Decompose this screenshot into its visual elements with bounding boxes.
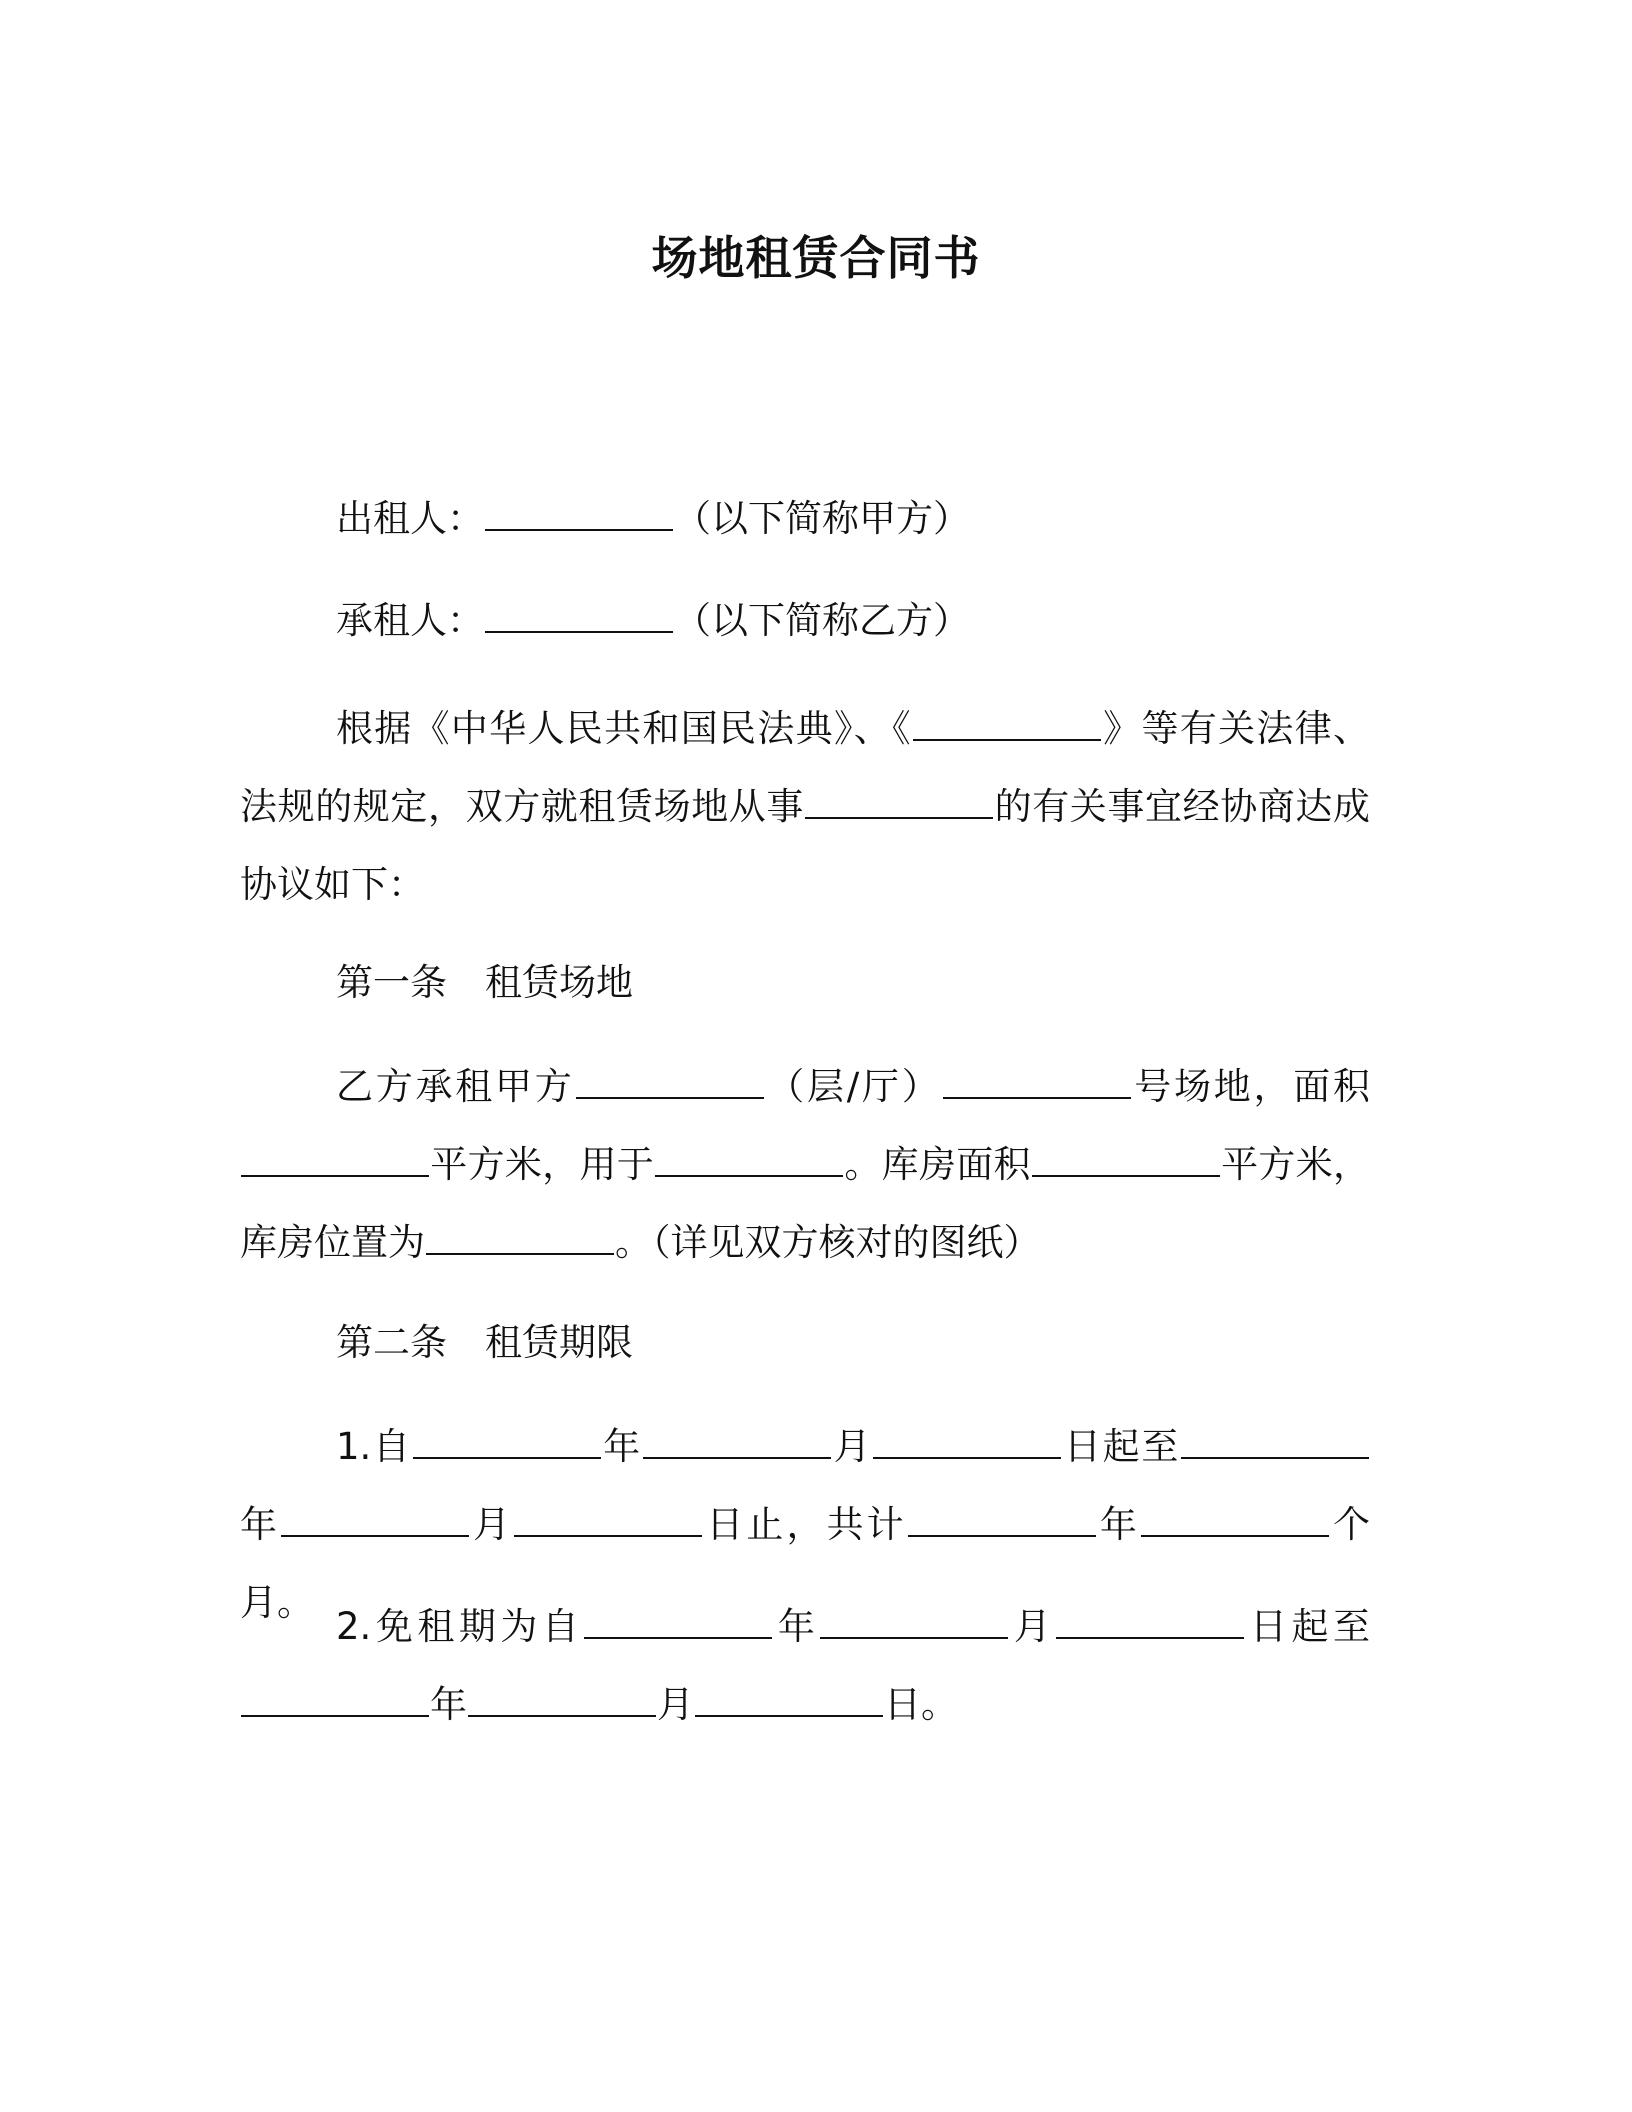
month-label: 月 (657, 1683, 694, 1726)
total-months-blank[interactable] (1141, 1505, 1329, 1537)
article-2-title: 租赁期限 (485, 1321, 633, 1364)
site-number-blank[interactable] (943, 1067, 1131, 1099)
article-2-item-2 (240, 1588, 1370, 1744)
year-label: 年 (430, 1683, 467, 1726)
article-1-text-6: 平方米，库房位置为 (240, 1143, 1371, 1264)
document-title: 场地租赁合同书 (651, 231, 981, 285)
business-blank[interactable] (805, 787, 993, 819)
floor-blank[interactable] (576, 1067, 764, 1099)
year-label: 年 (601, 1425, 642, 1468)
lessor-label: 出租人： (336, 497, 484, 540)
day-end-label: 日。 (884, 1683, 958, 1726)
end-year-blank[interactable] (1181, 1427, 1369, 1459)
free-end-year-blank[interactable] (241, 1685, 429, 1717)
year-label: 年 (240, 1503, 281, 1546)
article-2-heading (240, 1304, 1370, 1382)
preamble-text-2: 》等有关法律、法规的规定，双方就租赁场地从事 (240, 707, 1371, 828)
free-end-day-blank[interactable] (695, 1685, 883, 1717)
free-start-day-blank[interactable] (1056, 1607, 1244, 1639)
article-1-text-5: 。库房面积 (844, 1143, 1031, 1186)
day-from-label: 日起至 (1245, 1605, 1370, 1648)
lessee-blank[interactable] (485, 601, 673, 633)
article-1-body (240, 1048, 1370, 1282)
article-1-text-3: 号场地，面积 (1131, 1065, 1371, 1108)
day-to-label: 日止，共计 (703, 1503, 907, 1546)
article-2-number: 第二条 (336, 1321, 447, 1364)
end-month-blank[interactable] (281, 1505, 469, 1537)
article-1-number: 第一条 (336, 961, 447, 1004)
law-name-blank[interactable] (913, 709, 1101, 741)
article-1-text-4: 平方米，用于 (430, 1143, 655, 1186)
start-year-blank[interactable] (413, 1427, 601, 1459)
months-suffix: 个月。 (240, 1503, 1371, 1624)
article-1-text-7: 。（详见双方核对的图纸） (615, 1221, 1041, 1264)
article-1-text-1: 乙方承租甲方 (336, 1065, 575, 1108)
day-from-label: 日起至 (1062, 1425, 1181, 1468)
lessee-line (240, 582, 1370, 660)
lessor-note: （以下简称甲方） (674, 497, 970, 540)
month-label: 月 (1009, 1605, 1056, 1648)
storage-area-blank[interactable] (1032, 1145, 1220, 1177)
article-1-title: 租赁场地 (485, 961, 633, 1004)
term-prefix: 1.自 (336, 1425, 412, 1468)
lessee-label: 承租人： (336, 599, 484, 642)
storage-location-blank[interactable] (426, 1223, 614, 1255)
free-start-month-blank[interactable] (820, 1607, 1008, 1639)
preamble-paragraph (240, 690, 1370, 924)
start-month-blank[interactable] (643, 1427, 831, 1459)
lessor-line (240, 480, 1370, 558)
article-1-heading (240, 944, 1370, 1022)
year-label: 年 (1096, 1503, 1140, 1546)
free-end-month-blank[interactable] (468, 1685, 656, 1717)
area-blank[interactable] (241, 1145, 429, 1177)
lessor-blank[interactable] (485, 499, 673, 531)
usage-blank[interactable] (655, 1145, 843, 1177)
end-day-blank[interactable] (514, 1505, 702, 1537)
start-day-blank[interactable] (873, 1427, 1061, 1459)
article-1-text-2: （层/厅） (764, 1065, 942, 1108)
preamble-text-3: 的有关事宜经协商达成协议如下： (240, 785, 1370, 906)
rent-free-prefix: 2.免租期为自 (336, 1605, 584, 1648)
total-years-blank[interactable] (908, 1505, 1096, 1537)
lessee-note: （以下简称乙方） (674, 599, 970, 642)
year-label: 年 (773, 1605, 820, 1648)
free-start-year-blank[interactable] (584, 1607, 772, 1639)
month-label: 月 (470, 1503, 514, 1546)
month-label: 月 (831, 1425, 873, 1468)
preamble-text-1: 根据《中华人民共和国民法典》、《 (336, 707, 912, 750)
